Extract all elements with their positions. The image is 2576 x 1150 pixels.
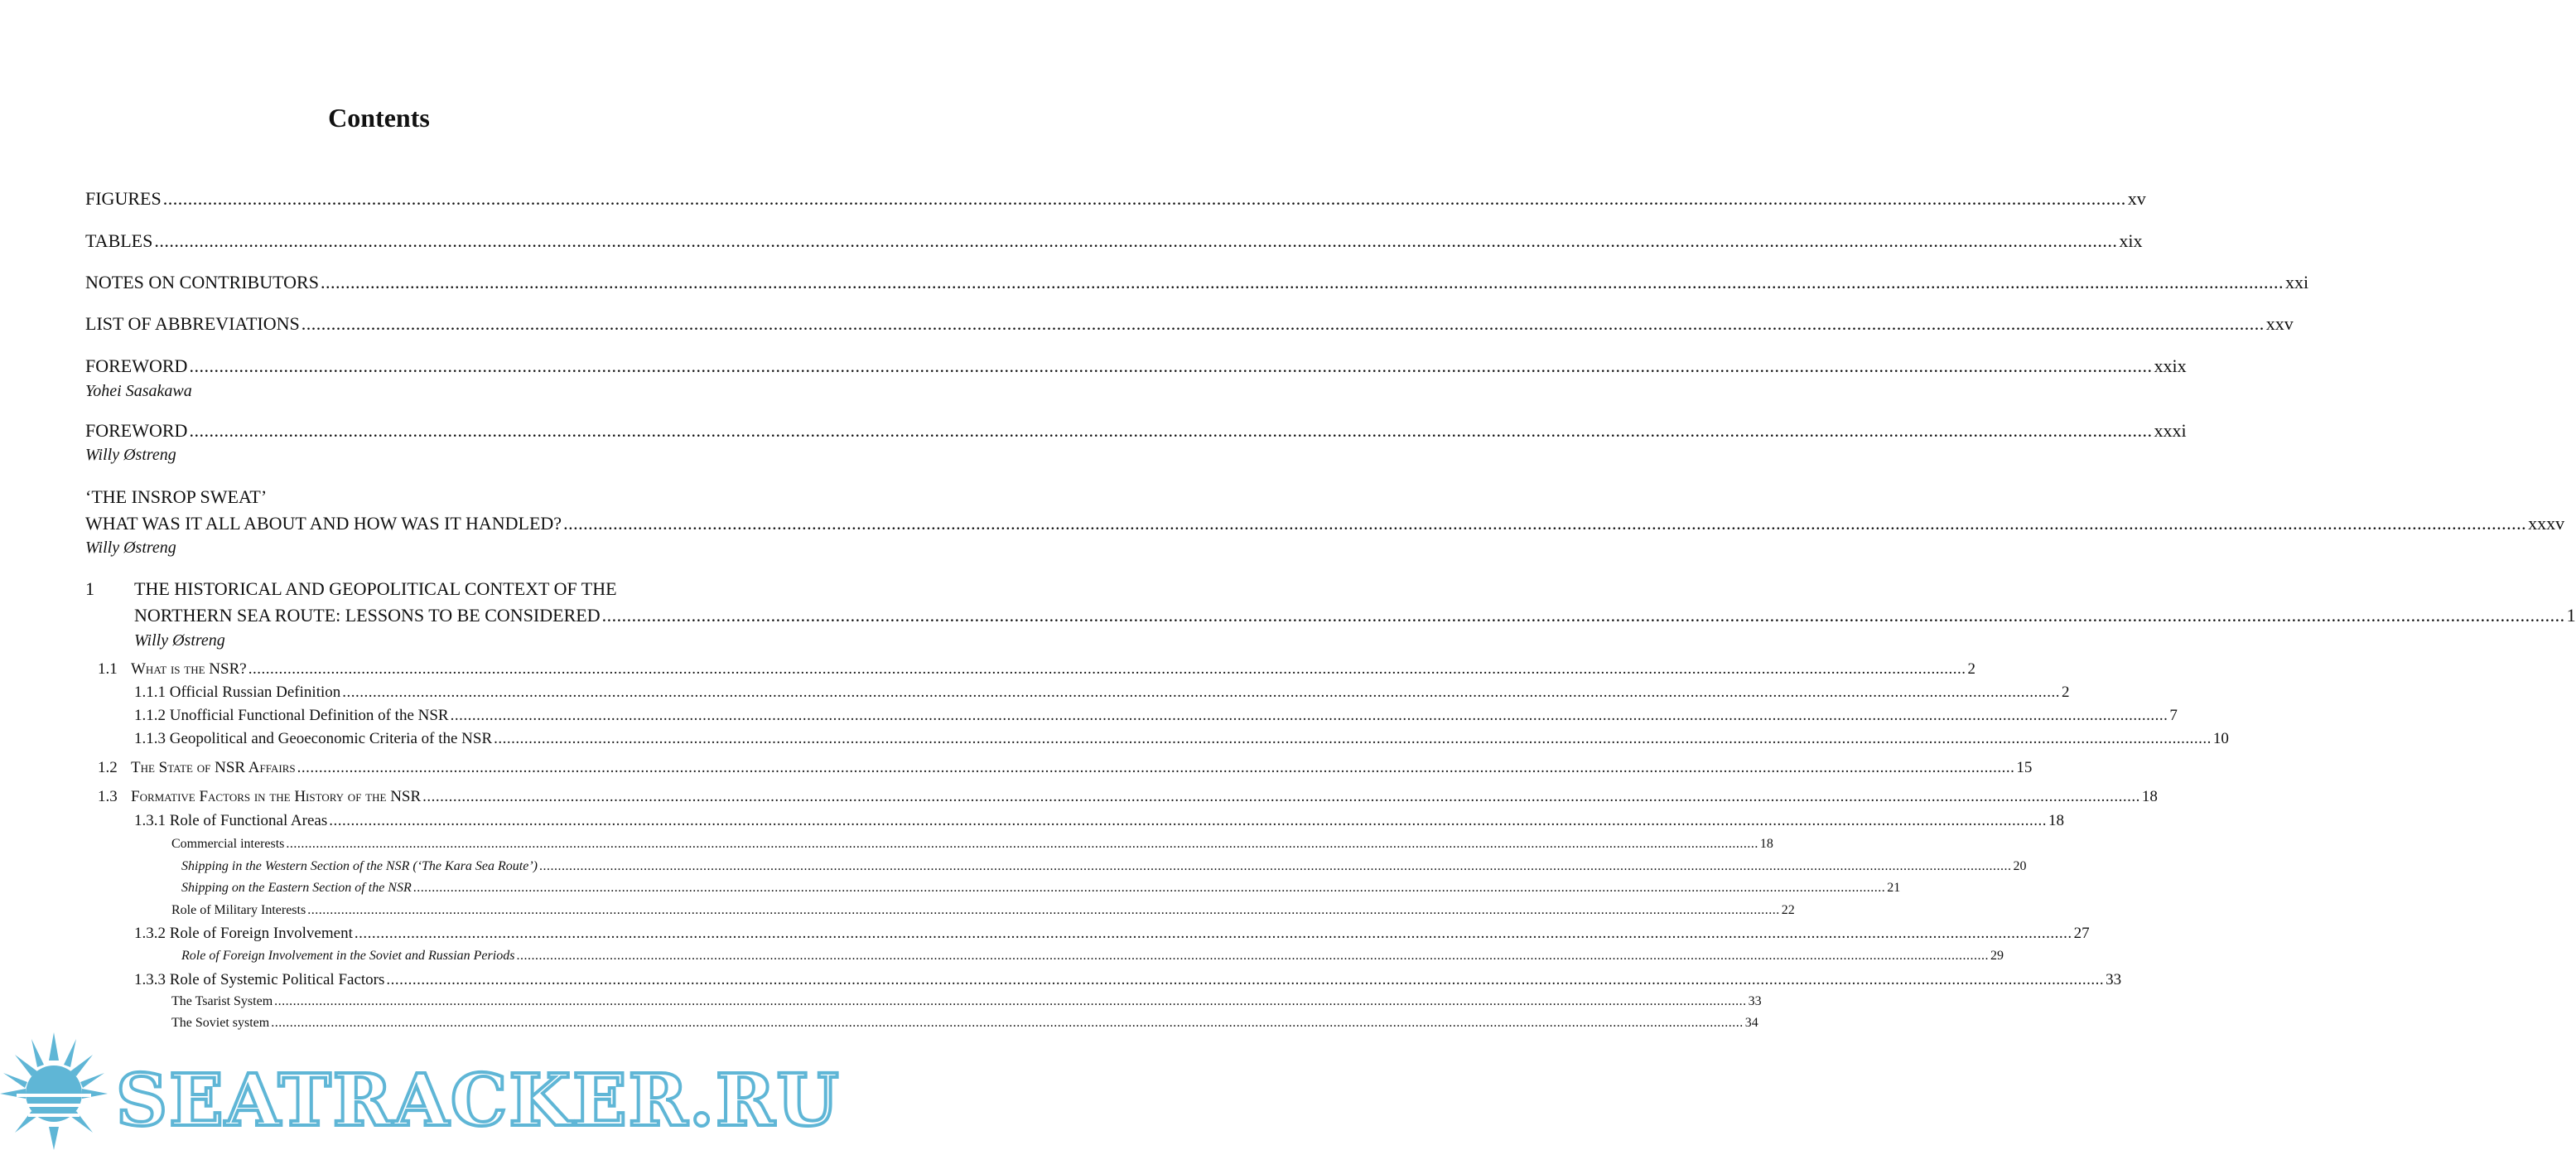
toc-entry-tsarist-system[interactable] [171,994,1762,1009]
toc-label: FOREWORD [85,355,188,376]
toc-label: Commercial interests [171,837,285,851]
toc-entry-foreword-1[interactable] [85,355,2187,377]
dot-leader [539,859,2012,874]
toc-entry-insrop[interactable] [85,513,2565,534]
toc-label: Shipping in the Western Section of the NSR (‘The Kara Sea Route’) [181,859,538,873]
toc-label: 1.3.1 Role of Functional Areas [134,812,328,829]
dot-leader [413,881,1886,896]
toc-label: What is the NSR? [131,660,247,678]
dot-leader [422,788,2140,806]
toc-page: 18 [1759,837,1773,851]
toc-page: xv [2127,188,2146,209]
toc-page: 21 [1887,881,1901,895]
dot-leader [329,812,2047,830]
dot-leader [342,684,2060,702]
toc-entry-commercial-interests[interactable] [171,837,1773,852]
section-number: 1.3 [98,788,118,805]
watermark-text: SEATRACKER.RU [116,1059,841,1143]
toc-page: xxxi [2154,420,2187,441]
toc-entry-chapter-1[interactable] [134,605,2576,626]
toc-page: 7 [2169,707,2178,724]
section-number: 1.2 [98,759,118,776]
toc-page: xix [2119,230,2143,251]
toc-page: 33 [1748,994,1762,1008]
toc-entry-1-1-3[interactable] [134,730,2229,748]
toc-label: 1.3.3 Role of Systemic Political Factors [134,971,385,988]
toc-label: LIST OF ABBREVIATIONS [85,313,300,334]
toc-entry-1-3-1[interactable] [134,812,2064,830]
toc-page: 27 [2073,925,2090,942]
toc-entry-abbreviations[interactable] [85,313,2294,335]
toc-page: 20 [2013,859,2027,873]
toc-label: FIGURES [85,188,162,209]
toc-label: The State of NSR Affairs [131,759,296,776]
toc-label: Role of Foreign Involvement in the Soviet and Russian Periods [181,949,515,963]
toc-page: xxxv [2528,513,2565,534]
toc-label: The Soviet system [171,1016,270,1030]
dot-leader [154,230,2117,252]
toc-page: xxv [2265,313,2294,334]
toc-page: 15 [2016,759,2033,776]
toc-page: 10 [2212,730,2229,747]
dot-leader [274,994,1747,1009]
toc-label: 1.3.2 Role of Foreign Involvement [134,925,353,942]
toc-label: FOREWORD [85,420,188,441]
toc-page: xxix [2154,355,2187,376]
dot-leader [286,837,1758,852]
dot-leader [563,513,2526,534]
dot-leader [602,605,2565,626]
dot-leader [321,272,2284,293]
dot-leader [516,949,1989,964]
toc-label: Role of Military Interests [171,903,306,917]
toc-label: TABLES [85,230,153,251]
dot-leader [189,355,2152,377]
toc-entry-notes-on-contributors[interactable] [85,272,2309,293]
toc-entry-tables[interactable] [85,230,2143,252]
toc-entry-1-1-1[interactable] [134,684,2070,702]
page-title: Contents [328,103,430,133]
toc-page: 1 [2566,605,2576,626]
toc-page: 34 [1744,1016,1758,1030]
toc-label: 1.1.2 Unofficial Functional Definition of the NSR [134,707,449,724]
toc-entry-1-1[interactable] [131,660,1975,679]
toc-label: NORTHERN SEA ROUTE: LESSONS TO BE CONSIDERED [134,605,601,626]
toc-entry-foreword-2[interactable] [85,420,2187,442]
toc-entry-western-section[interactable] [181,859,2027,874]
section-number: 1.1 [98,660,118,678]
dot-leader [386,971,2104,989]
dot-leader [355,925,2072,943]
toc-label: WHAT WAS IT ALL ABOUT AND HOW WAS IT HANDLED? [85,513,562,534]
toc-page: xxi [2284,272,2309,292]
toc-author: Yohei Sasakawa [85,382,192,400]
toc-page: 22 [1781,903,1795,917]
dot-leader [297,759,2015,777]
toc-entry-1-2[interactable] [131,759,2033,777]
dot-leader [451,707,2168,725]
toc-page: 18 [2048,812,2064,829]
toc-entry-foreign-involvement-periods[interactable] [181,949,2004,964]
toc-author: Willy Østreng [85,539,176,557]
toc-page: 18 [2141,788,2158,805]
dot-leader [307,903,1780,918]
toc-entry-1-3-3[interactable] [134,971,2122,989]
toc-page: 29 [1990,949,2004,963]
toc-page: 2 [1967,660,1975,678]
toc-entry-1-1-2[interactable] [134,707,2178,725]
dot-leader [494,730,2212,748]
toc-entry-eastern-section[interactable] [181,881,1901,896]
insrop-heading: ‘THE INSROP SWEAT’ [85,486,268,507]
toc-entry-military-interests[interactable] [171,903,1795,918]
chapter-number: 1 [85,578,94,599]
chapter-title-line1: THE HISTORICAL AND GEOPOLITICAL CONTEXT OF THE [134,578,617,599]
dot-leader [248,660,1966,679]
toc-entry-1-3[interactable] [131,788,2158,806]
toc-label: The Tsarist System [171,994,273,1008]
dot-leader [301,313,2265,335]
toc-label: Formative Factors in the History of the NSR [131,788,422,805]
toc-label: Shipping on the Eastern Section of the NSR [181,881,412,895]
toc-label: 1.1.3 Geopolitical and Geoeconomic Criteria of the NSR [134,730,493,747]
toc-page: 33 [2106,971,2122,988]
toc-label: NOTES ON CONTRIBUTORS [85,272,319,292]
toc-page: 2 [2062,684,2070,701]
toc-entry-1-3-2[interactable] [134,925,2090,943]
dot-leader [163,188,2126,210]
dot-leader [189,420,2152,442]
toc-author: Willy Østreng [85,446,176,464]
toc-author: Willy Østreng [134,631,225,650]
toc-label: 1.1.1 Official Russian Definition [134,684,341,701]
toc-entry-figures[interactable] [85,188,2146,210]
